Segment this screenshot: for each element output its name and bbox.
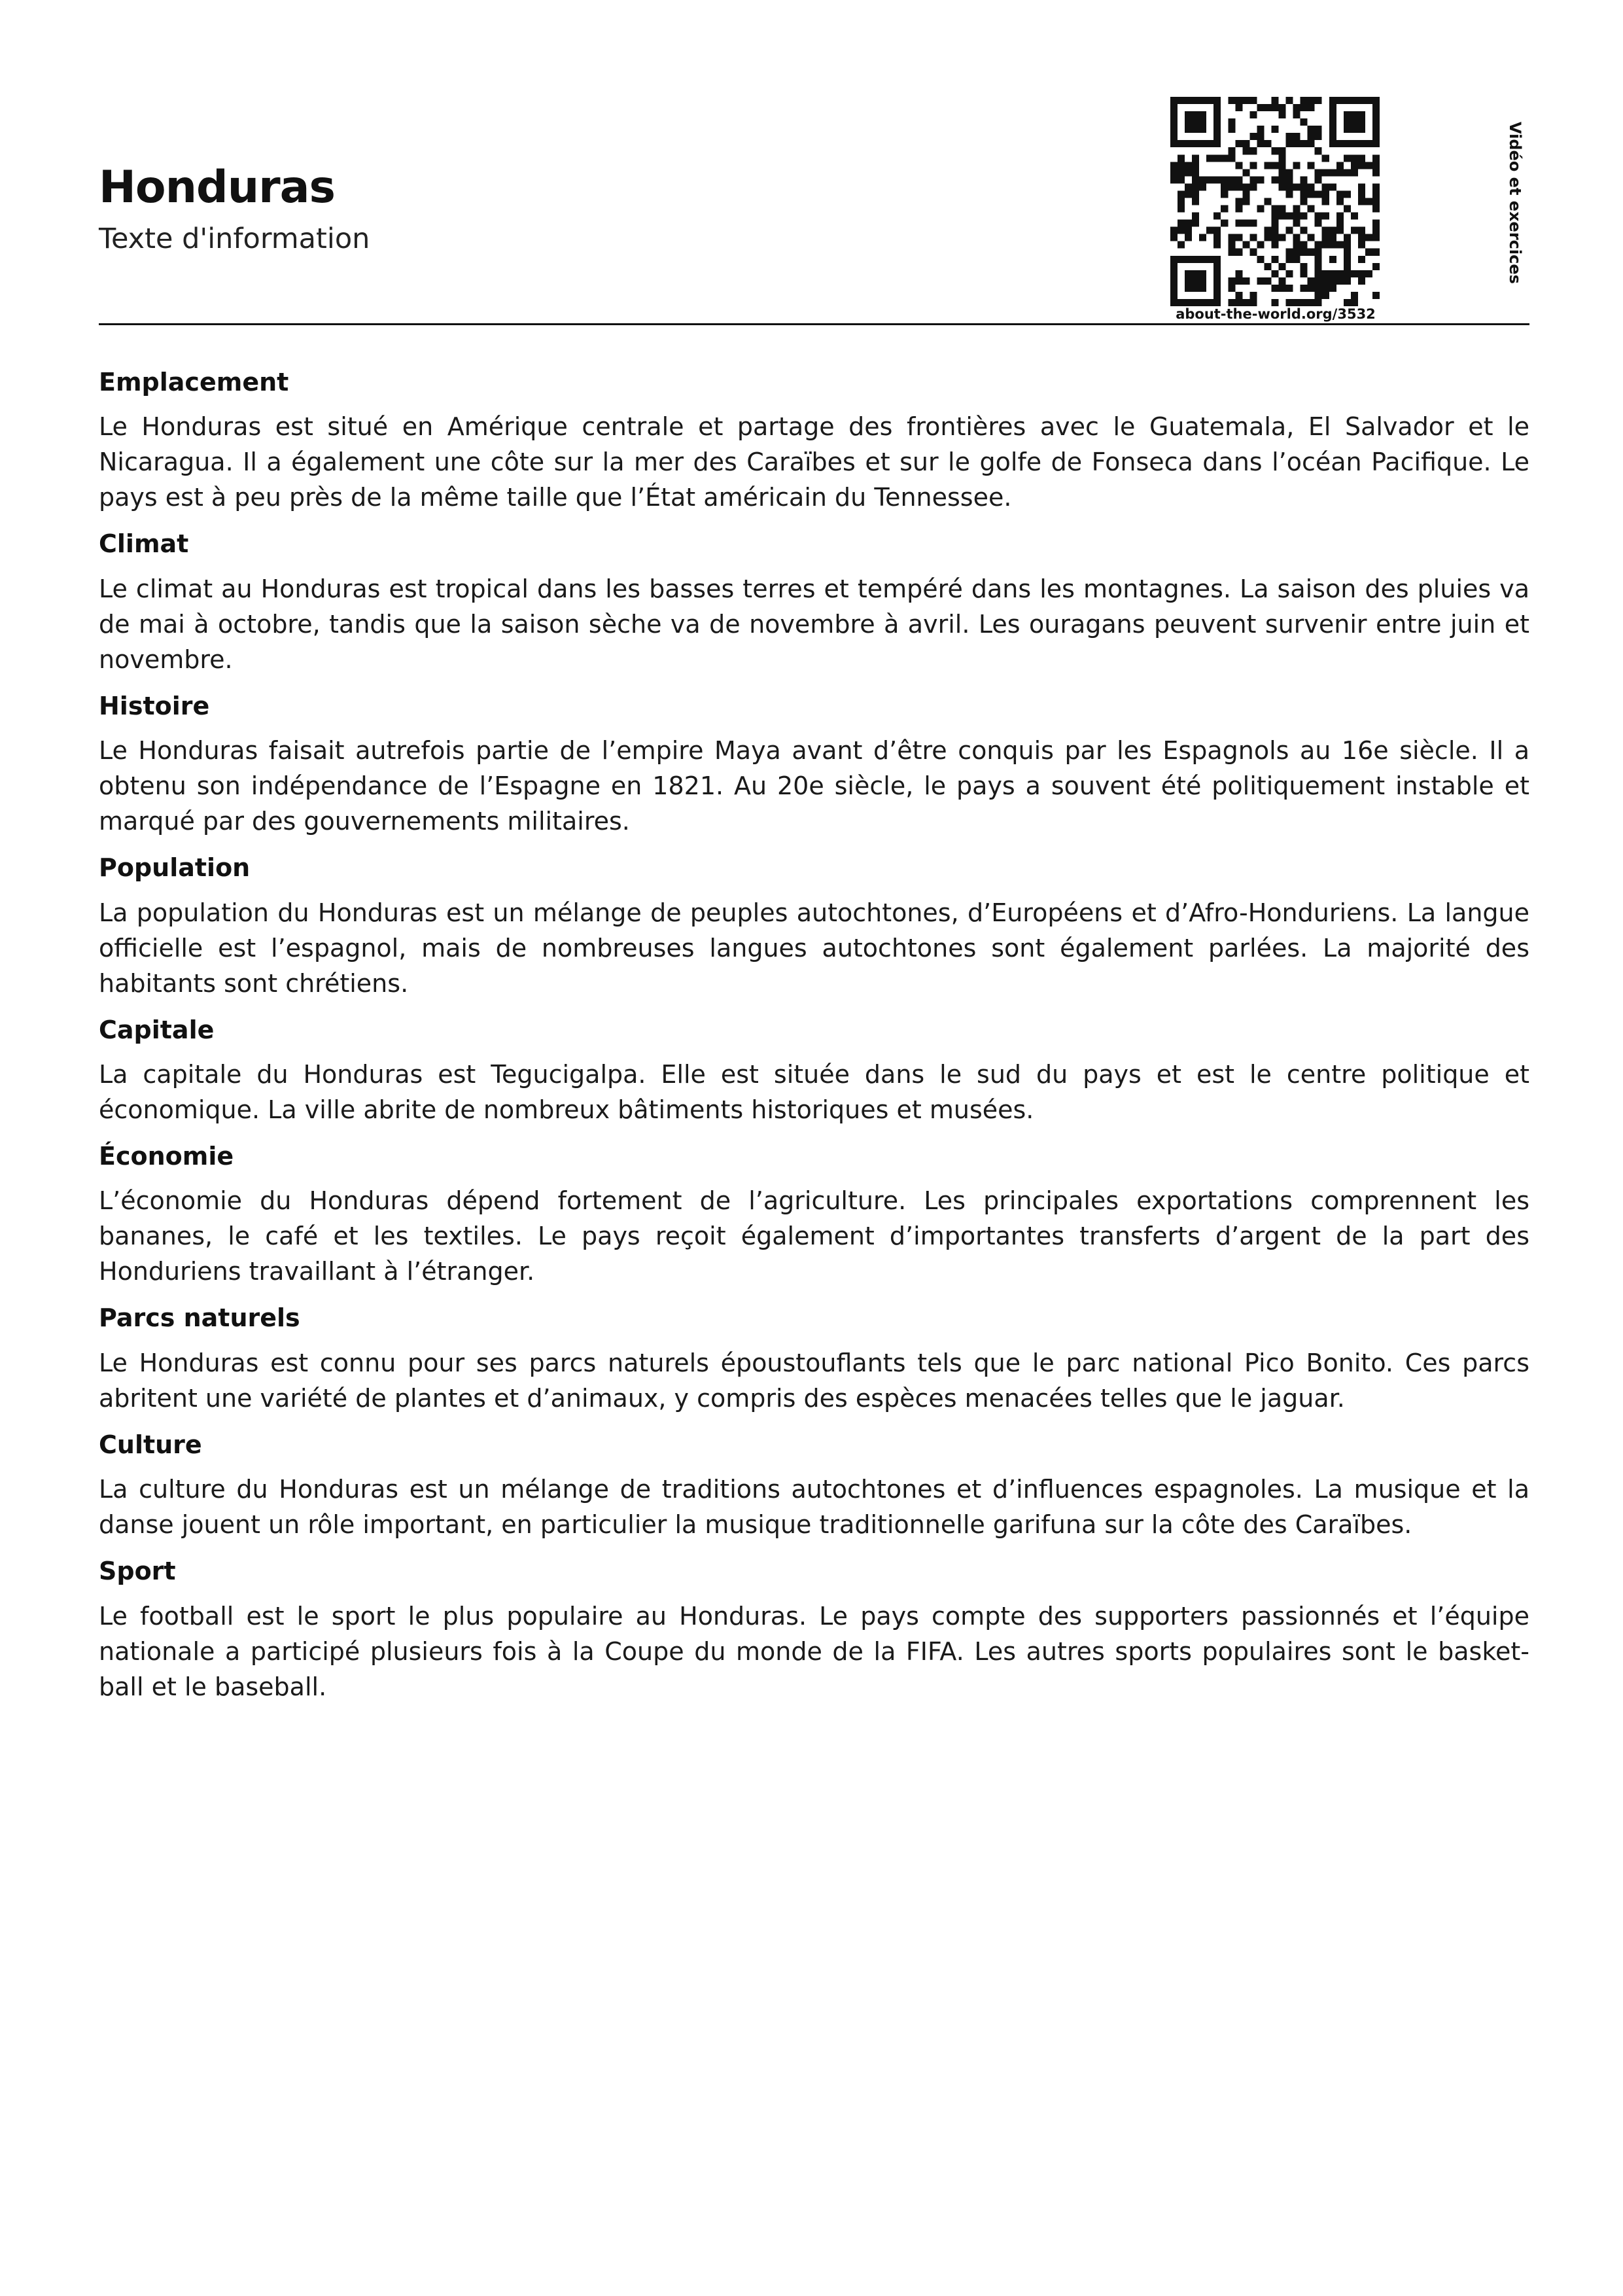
page-title: Honduras [99,162,336,213]
qr-code-icon[interactable] [1170,97,1380,306]
section-heading: Économie [99,1141,234,1171]
section-population [99,852,1529,1000]
section-paragraph: Le Honduras est connu pour ses parcs naturels époustouflants tels que le parc national Pico Bonito. Ces parcs abritent une variété de plantes et d’animaux, y compris des espèces menacées telles que le jaguar. [99,1348,1529,1413]
section-emplacement [99,366,1529,515]
page-subtitle: Texte d'information [99,222,370,255]
qr-side-label: Vidéo et exercices [1506,122,1524,284]
section-paragraph: Le Honduras faisait autrefois partie de l’empire Maya avant d’être conquis par les Espagnols au 16e siècle. Il a obtenu son indépendance de l’Espagne en 1821. Au 20e siècle, le pays a souvent été politiquement instable et marqué par des gouvernements militaires. [99,736,1529,836]
section-economie [99,1140,1529,1289]
qr-url-link[interactable]: about-the-world.org/3532 [1176,306,1376,322]
section-paragraph: La capitale du Honduras est Tegucigalpa. Elle est située dans le sud du pays et est le centre politique et économique. La ville abrite de nombreux bâtiments historiques et musées. [99,1059,1529,1124]
section-culture [99,1429,1529,1542]
section-histoire [99,690,1529,839]
section-heading: Culture [99,1430,202,1459]
section-heading: Capitale [99,1015,215,1044]
section-heading: Parcs naturels [99,1303,300,1333]
header-divider [99,323,1529,325]
section-paragraph: La culture du Honduras est un mélange de traditions autochtones et d’influences espagnoles. La musique et la danse jouent un rôle important, en particulier la musique traditionnelle garifuna sur la côte des Caraïbes. [99,1475,1529,1540]
section-capitale [99,1014,1529,1127]
section-heading: Climat [99,529,189,559]
section-paragraph: Le Honduras est situé en Amérique centrale et partage des frontières avec le Guatemala, El Salvador et le Nicaragua. Il a également une côte sur la mer des Caraïbes et sur le golfe de Fonseca dans l’océan Pacifique. Le pays est à peu près de la même taille que l’État américain du Tennessee. [99,412,1529,512]
section-parcs-naturels [99,1302,1529,1415]
section-paragraph: L’économie du Honduras dépend fortement de l’agriculture. Les principales exportations comprennent les bananes, le café et les textiles. Le pays reçoit également d’importantes transferts d’argent de la part des Honduriens travaillant à l’étranger. [99,1186,1529,1286]
section-paragraph: Le football est le sport le plus populaire au Honduras. Le pays compte des supporters passionnés et l’équipe nationale a participé plusieurs fois à la Coupe du monde de la FIFA. Les autres sports populaires sont le basket-ball et le baseball. [99,1601,1529,1701]
document-body [99,366,1529,1718]
section-paragraph: La population du Honduras est un mélange de peuples autochtones, d’Européens et d’Afro-Honduriens. La langue officielle est l’espagnol, mais de nombreuses langues autochtones sont également parlées. La majorité des habitants sont chrétiens. [99,898,1529,998]
section-heading: Emplacement [99,368,289,397]
section-climat [99,528,1529,677]
section-heading: Population [99,853,251,883]
section-heading: Histoire [99,691,210,720]
section-sport [99,1555,1529,1704]
section-paragraph: Le climat au Honduras est tropical dans les basses terres et tempéré dans les montagnes. La saison des pluies va de mai à octobre, tandis que la saison sèche va de novembre à avril. Les ouragans peuvent survenir entre juin et novembre. [99,574,1529,674]
section-heading: Sport [99,1557,176,1586]
qr-code-graphic [1170,97,1380,306]
